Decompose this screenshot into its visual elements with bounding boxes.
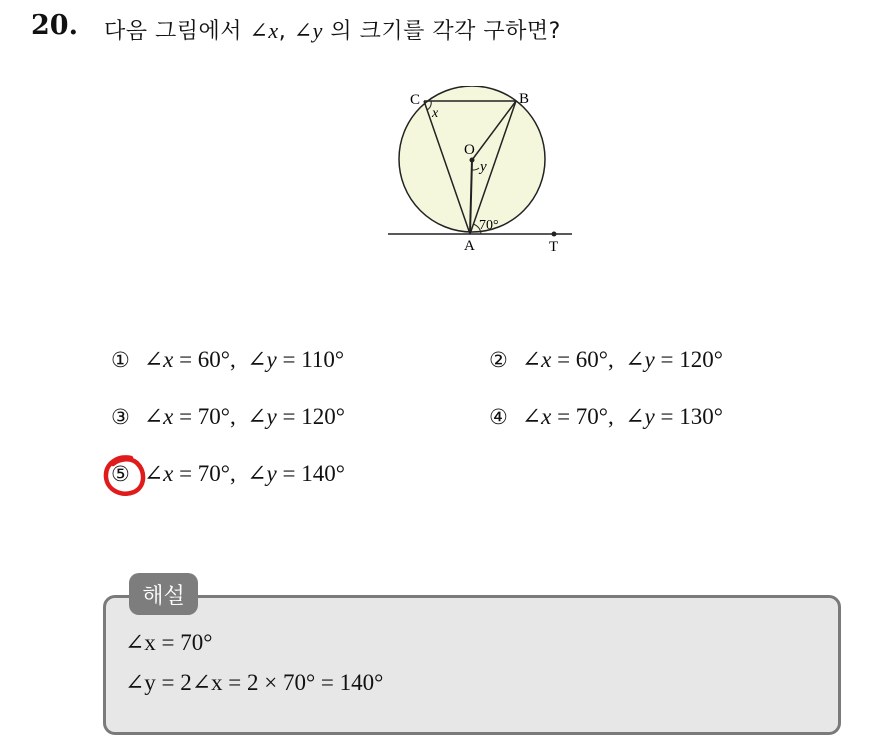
answer-circle-mark	[101, 452, 149, 500]
solution-box	[103, 595, 841, 735]
choice-4-x: 70°	[575, 404, 608, 429]
choice-1-y: 110°	[301, 347, 345, 372]
solution-line-1: ∠x = 70°	[125, 630, 213, 655]
choice-5[interactable]: ⑤ ∠x = 70°, ∠y = 140°	[111, 461, 345, 486]
choice-1-number: ①	[111, 348, 130, 372]
question-text-after: 의 크기를 각각 구하면?	[322, 19, 561, 44]
choice-2-y: 120°	[679, 347, 723, 372]
choice-2-x: 60°	[575, 347, 608, 372]
solution-line-2: ∠y = 2∠x = 2 × 70° = 140°	[125, 670, 384, 695]
question-sep: ,	[278, 19, 294, 44]
solution-tag: 해설	[129, 573, 198, 615]
choice-3[interactable]: ③ ∠x = 70°, ∠y = 120°	[111, 404, 345, 429]
label-t: T	[549, 239, 559, 255]
choice-3-y: 120°	[301, 404, 345, 429]
point-t	[552, 232, 557, 237]
center-point	[470, 158, 475, 163]
choice-3-number: ③	[111, 405, 130, 429]
choice-5-number: ⑤	[111, 462, 130, 486]
choice-5-x: 70°	[197, 461, 230, 486]
choice-4-y: 130°	[679, 404, 723, 429]
circle-tangent-figure	[380, 86, 590, 258]
label-o: O	[464, 142, 475, 158]
choice-4[interactable]: ④ ∠x = 70°, ∠y = 130°	[489, 404, 723, 429]
choice-1[interactable]: ① ∠x = 60°, ∠y = 110°	[111, 347, 345, 372]
label-a: A	[464, 238, 475, 254]
choice-4-number: ④	[489, 405, 508, 429]
label-b: B	[519, 91, 530, 107]
angle-y-symbol: ∠y	[293, 18, 323, 43]
choice-2-number: ②	[489, 348, 508, 372]
choice-1-x: 60°	[197, 347, 230, 372]
choice-3-x: 70°	[197, 404, 230, 429]
question-number: 20.	[31, 10, 78, 41]
label-y: y	[480, 159, 487, 175]
choice-2[interactable]: ② ∠x = 60°, ∠y = 120°	[489, 347, 723, 372]
angle-x-symbol: ∠x	[249, 18, 279, 43]
label-c: C	[410, 92, 421, 108]
label-70: 70°	[479, 218, 499, 233]
question-text-before: 다음 그림에서	[104, 19, 250, 44]
choice-5-y: 140°	[301, 461, 345, 486]
label-x: x	[432, 106, 439, 121]
question-text	[104, 14, 561, 45]
